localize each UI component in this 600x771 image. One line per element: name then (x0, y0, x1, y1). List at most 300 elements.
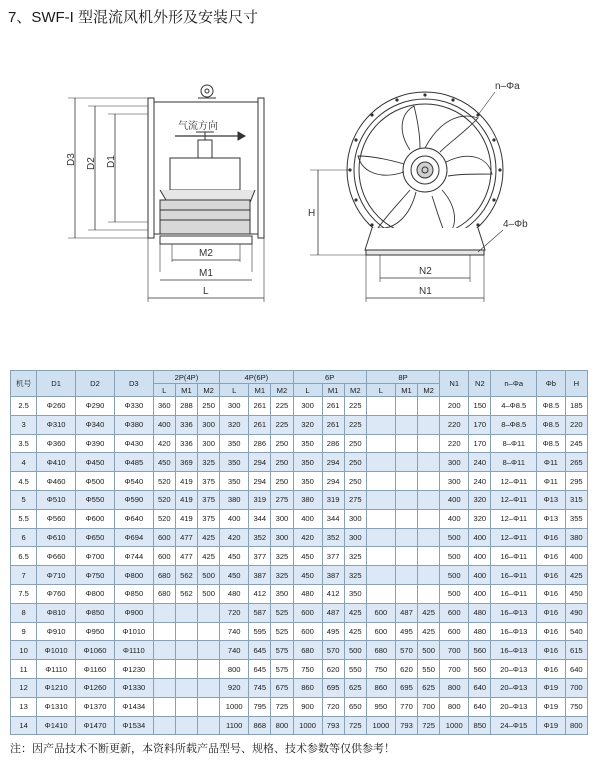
table-cell: Φ610 (37, 528, 76, 547)
table-cell: 770 (395, 697, 417, 716)
table-cell: 13 (11, 697, 37, 716)
table-cell: Φ810 (37, 603, 76, 622)
table-cell: Φ950 (76, 622, 115, 641)
table-cell: 562 (175, 566, 197, 585)
table-cell: Φ1534 (114, 716, 153, 735)
table-cell: 300 (198, 434, 220, 453)
table-cell: 695 (322, 678, 344, 697)
table-cell: 500 (418, 641, 440, 660)
table-cell: 500 (440, 566, 469, 585)
table-cell: 150 (469, 397, 491, 416)
table-cell: Φ450 (76, 453, 115, 472)
table-cell: Φ330 (114, 397, 153, 416)
table-row (11, 716, 588, 735)
dim-label-m2: M2 (199, 248, 213, 259)
table-cell: Φ16 (537, 566, 566, 585)
table-cell (198, 697, 220, 716)
table-cell: 740 (220, 622, 249, 641)
table-cell: Φ750 (76, 566, 115, 585)
header-group-4p: 4P(6P) (220, 371, 293, 384)
table-cell: Φ700 (76, 547, 115, 566)
table-cell: 336 (175, 434, 197, 453)
table-cell: 600 (153, 528, 175, 547)
table-cell: Φ310 (37, 415, 76, 434)
table-cell: 487 (395, 603, 417, 622)
table-cell: 400 (220, 509, 249, 528)
table-cell: 320 (469, 490, 491, 509)
table-cell: 16–Φ11 (491, 547, 537, 566)
table-cell: Φ16 (537, 603, 566, 622)
table-cell: 185 (565, 397, 587, 416)
table-cell: 600 (366, 603, 395, 622)
dim-label-d1: D1 (106, 155, 117, 168)
table-cell: 800 (220, 660, 249, 679)
table-cell: 300 (271, 528, 293, 547)
table-cell (198, 678, 220, 697)
table-cell (418, 415, 440, 434)
subheader-cell: L (366, 384, 395, 397)
table-cell: 12–Φ11 (491, 490, 537, 509)
table-cell: 1000 (293, 716, 322, 735)
subheader-cell: L (153, 384, 175, 397)
table-cell: 645 (249, 641, 271, 660)
subheader-cell: M2 (271, 384, 293, 397)
footnote: 注：因产品技术不断更新，本资料所载产品型号、规格、技术参数等仅供参考！ (10, 743, 395, 755)
table-cell: Φ16 (537, 528, 566, 547)
table-cell: Φ500 (76, 472, 115, 491)
table-cell: 419 (175, 472, 197, 491)
table-cell: 250 (344, 453, 366, 472)
table-cell: Φ1210 (37, 678, 76, 697)
table-cell: 725 (418, 716, 440, 735)
table-cell: 750 (565, 697, 587, 716)
table-cell: 740 (220, 641, 249, 660)
table-cell: 570 (322, 641, 344, 660)
table-cell: 1000 (220, 697, 249, 716)
table-cell: 344 (322, 509, 344, 528)
table-cell: 420 (220, 528, 249, 547)
table-cell: 620 (395, 660, 417, 679)
table-cell: 700 (418, 697, 440, 716)
table-cell (153, 697, 175, 716)
table-cell: 250 (271, 434, 293, 453)
table-cell: 352 (322, 528, 344, 547)
table-cell: 600 (293, 622, 322, 641)
table-cell: 5 (11, 490, 37, 509)
table-cell: 16–Φ11 (491, 566, 537, 585)
table-cell: 9 (11, 622, 37, 641)
table-cell: 495 (322, 622, 344, 641)
table-cell: 10 (11, 641, 37, 660)
table-cell: 325 (344, 547, 366, 566)
table-row (11, 528, 588, 547)
table-cell: 16–Φ13 (491, 622, 537, 641)
table-row (11, 453, 588, 472)
table-cell (395, 547, 417, 566)
table-cell (175, 678, 197, 697)
table-cell: 261 (322, 397, 344, 416)
table-cell: 220 (440, 434, 469, 453)
table-cell: 320 (469, 509, 491, 528)
table-cell: Φ900 (114, 603, 153, 622)
table-cell: 5.5 (11, 509, 37, 528)
table-cell (175, 622, 197, 641)
table-cell: 4 (11, 453, 37, 472)
header-phi-b: Φb (537, 371, 566, 397)
table-cell: 700 (440, 660, 469, 679)
table-cell: 562 (175, 584, 197, 603)
table-cell: Φ8.5 (537, 397, 566, 416)
table-row (11, 397, 588, 416)
table-cell: Φ11 (537, 453, 566, 472)
table-cell: 550 (344, 660, 366, 679)
table-cell: 245 (565, 434, 587, 453)
table-cell: 170 (469, 415, 491, 434)
table-cell: 570 (395, 641, 417, 660)
table-cell: 695 (395, 678, 417, 697)
table-cell: Φ16 (537, 547, 566, 566)
table-cell: 950 (366, 697, 395, 716)
table-cell: 375 (198, 490, 220, 509)
dim-label-4-phi-b: 4–Φb (503, 219, 528, 230)
table-cell: 550 (418, 660, 440, 679)
table-cell: 12 (11, 678, 37, 697)
header-group-2p: 2P(4P) (153, 371, 219, 384)
table-cell: Φ510 (37, 490, 76, 509)
table-cell: 8–Φ11 (491, 453, 537, 472)
table-cell (418, 453, 440, 472)
table-cell: 587 (249, 603, 271, 622)
table-cell: Φ744 (114, 547, 153, 566)
table-cell: Φ8.5 (537, 415, 566, 434)
table-cell: 400 (153, 415, 175, 434)
table-cell: 745 (249, 678, 271, 697)
table-cell (153, 622, 175, 641)
table-cell: 24–Φ15 (491, 716, 537, 735)
table-cell: 1000 (440, 716, 469, 735)
subheader-cell: M1 (395, 384, 417, 397)
table-cell: 520 (153, 509, 175, 528)
table-cell: 850 (469, 716, 491, 735)
table-cell: 225 (344, 415, 366, 434)
table-cell: 800 (565, 716, 587, 735)
table-cell: 450 (220, 566, 249, 585)
table-cell: 7.5 (11, 584, 37, 603)
table-cell: Φ1330 (114, 678, 153, 697)
table-cell (175, 660, 197, 679)
table-row (11, 641, 588, 660)
table-cell: Φ600 (76, 509, 115, 528)
table-cell: 450 (293, 566, 322, 585)
dim-label-l: L (203, 286, 209, 297)
table-row (11, 547, 588, 566)
table-cell: 225 (271, 415, 293, 434)
table-cell: 8–Φ11 (491, 434, 537, 453)
table-cell: 560 (469, 660, 491, 679)
table-cell: 350 (220, 472, 249, 491)
table-cell: 500 (440, 528, 469, 547)
table-cell: Φ590 (114, 490, 153, 509)
table-cell (395, 566, 417, 585)
table-cell: 350 (271, 584, 293, 603)
table-cell: 420 (293, 528, 322, 547)
table-cell: 380 (293, 490, 322, 509)
table-cell: 350 (293, 472, 322, 491)
table-cell: 377 (249, 547, 271, 566)
table-cell (366, 434, 395, 453)
table-cell: 300 (293, 397, 322, 416)
table-cell: Φ19 (537, 678, 566, 697)
table-cell: 220 (565, 415, 587, 434)
table-cell: 3 (11, 415, 37, 434)
table-cell: 700 (565, 678, 587, 697)
table-cell: 920 (220, 678, 249, 697)
table-cell (418, 584, 440, 603)
table-row (11, 660, 588, 679)
table-cell: Φ8.5 (537, 434, 566, 453)
table-cell: 225 (344, 397, 366, 416)
dim-label-n-phi-a: n–Φa (495, 81, 520, 92)
table-cell: Φ1110 (37, 660, 76, 679)
table-cell: 725 (344, 716, 366, 735)
table-row (11, 697, 588, 716)
dim-label-d2: D2 (86, 157, 97, 170)
header-group-6p: 6P (293, 371, 366, 384)
table-cell (395, 472, 417, 491)
table-cell: Φ13 (537, 490, 566, 509)
table-cell: Φ16 (537, 660, 566, 679)
table-cell (366, 566, 395, 585)
table-cell (198, 716, 220, 735)
table-cell: Φ390 (76, 434, 115, 453)
table-cell (395, 509, 417, 528)
table-cell: 800 (440, 678, 469, 697)
table-cell: Φ1410 (37, 716, 76, 735)
table-row (11, 622, 588, 641)
table-cell: 350 (220, 434, 249, 453)
table-cell: 620 (322, 660, 344, 679)
table-body (11, 397, 588, 735)
table-cell: 16–Φ11 (491, 584, 537, 603)
table-cell: 225 (271, 397, 293, 416)
table-cell: 250 (271, 453, 293, 472)
table-cell: 4.5 (11, 472, 37, 491)
table-cell (366, 472, 395, 491)
table-cell (175, 716, 197, 735)
table-cell: 793 (322, 716, 344, 735)
table-row (11, 434, 588, 453)
table-cell: Φ910 (37, 622, 76, 641)
table-cell: 380 (220, 490, 249, 509)
table-cell: 1100 (220, 716, 249, 735)
table-cell: 320 (220, 415, 249, 434)
table-cell: 325 (344, 566, 366, 585)
table-cell: 275 (344, 490, 366, 509)
table-cell: 300 (344, 509, 366, 528)
table-cell: 640 (469, 678, 491, 697)
table-cell: 560 (469, 641, 491, 660)
table-cell: 387 (322, 566, 344, 585)
table-cell: 720 (322, 697, 344, 716)
table-cell: 325 (198, 453, 220, 472)
table-cell (418, 547, 440, 566)
table-cell: 200 (440, 397, 469, 416)
table-cell (418, 566, 440, 585)
table-cell: Φ850 (114, 584, 153, 603)
table-row (11, 490, 588, 509)
table-cell: Φ1230 (114, 660, 153, 679)
table-cell: 261 (249, 397, 271, 416)
table-cell: 600 (153, 547, 175, 566)
airflow-label: 气流方向 (178, 121, 218, 132)
table-cell: 419 (175, 509, 197, 528)
table-cell: 480 (469, 603, 491, 622)
table-cell: 352 (249, 528, 271, 547)
table-cell: 375 (198, 509, 220, 528)
table-cell (395, 434, 417, 453)
table-cell: 900 (293, 697, 322, 716)
table-cell (198, 622, 220, 641)
table-cell: Φ13 (537, 509, 566, 528)
table-cell (366, 528, 395, 547)
table-cell: Φ760 (37, 584, 76, 603)
table-cell (153, 660, 175, 679)
table-cell: 868 (249, 716, 271, 735)
table-cell (418, 434, 440, 453)
table-cell: 294 (322, 472, 344, 491)
table-cell: 400 (469, 584, 491, 603)
table-cell (418, 509, 440, 528)
table-cell: Φ660 (37, 547, 76, 566)
table-cell: 425 (198, 528, 220, 547)
table-row (11, 603, 588, 622)
table-cell: 240 (469, 472, 491, 491)
table-cell: 294 (322, 453, 344, 472)
table-cell: Φ1160 (76, 660, 115, 679)
table-cell: 387 (249, 566, 271, 585)
subheader-cell: M1 (249, 384, 271, 397)
table-cell: 480 (293, 584, 322, 603)
table-cell: 525 (271, 622, 293, 641)
table-cell: Φ1060 (76, 641, 115, 660)
dimension-table (10, 370, 588, 735)
table-cell: 750 (293, 660, 322, 679)
table-cell: Φ16 (537, 584, 566, 603)
table-cell: Φ1370 (76, 697, 115, 716)
table-cell: 860 (293, 678, 322, 697)
table-cell: 344 (249, 509, 271, 528)
table-cell: Φ1470 (76, 716, 115, 735)
table-cell: 595 (249, 622, 271, 641)
table-cell: 500 (440, 584, 469, 603)
table-cell (395, 453, 417, 472)
header-model: 机号 (11, 371, 37, 397)
dim-label-m1: M1 (199, 268, 213, 279)
table-cell: 400 (440, 509, 469, 528)
subheader-cell: L (220, 384, 249, 397)
table-cell: 300 (198, 415, 220, 434)
table-cell: Φ380 (114, 415, 153, 434)
table-cell: 800 (440, 697, 469, 716)
header-h: H (565, 371, 587, 397)
table-cell (153, 678, 175, 697)
table-cell (366, 453, 395, 472)
table-cell: 325 (271, 547, 293, 566)
table-cell: 625 (344, 678, 366, 697)
table-cell (366, 397, 395, 416)
table-cell (198, 641, 220, 660)
table-cell: 480 (469, 622, 491, 641)
table-cell: 288 (175, 397, 197, 416)
table-cell: 450 (220, 547, 249, 566)
table-cell: 170 (469, 434, 491, 453)
table-row (11, 472, 588, 491)
table-cell (153, 641, 175, 660)
table-cell (395, 584, 417, 603)
table-cell: 425 (198, 547, 220, 566)
table-cell: 490 (565, 603, 587, 622)
table-cell: 315 (565, 490, 587, 509)
table-cell: 250 (344, 472, 366, 491)
header-d3: D3 (114, 371, 153, 397)
table-cell: 295 (565, 472, 587, 491)
table-cell: 680 (293, 641, 322, 660)
table-cell: 400 (469, 547, 491, 566)
table-cell: 650 (344, 697, 366, 716)
table-cell (153, 603, 175, 622)
header-d2: D2 (76, 371, 115, 397)
table-cell: 600 (440, 622, 469, 641)
table-cell (153, 716, 175, 735)
table-cell (418, 397, 440, 416)
table-cell: 300 (344, 528, 366, 547)
table-cell: 350 (293, 453, 322, 472)
table-cell: 500 (344, 641, 366, 660)
table-cell: 680 (153, 566, 175, 585)
subheader-cell: M2 (344, 384, 366, 397)
table-cell: 412 (322, 584, 344, 603)
table-cell: 795 (249, 697, 271, 716)
table-cell: 600 (440, 603, 469, 622)
table-cell: 600 (293, 603, 322, 622)
table-cell: Φ410 (37, 453, 76, 472)
table-cell: 575 (271, 660, 293, 679)
table-cell: Φ694 (114, 528, 153, 547)
table-cell: 725 (271, 697, 293, 716)
table-cell: 640 (565, 660, 587, 679)
table-cell (395, 528, 417, 547)
front-view-drawing (310, 92, 503, 302)
table-cell: Φ11 (537, 472, 566, 491)
table-cell: 645 (249, 660, 271, 679)
table-cell: 500 (440, 547, 469, 566)
table-cell (366, 490, 395, 509)
table-cell: 286 (249, 434, 271, 453)
table-cell: 750 (366, 660, 395, 679)
table-cell: 6 (11, 528, 37, 547)
table-cell: 400 (440, 490, 469, 509)
table-cell (395, 490, 417, 509)
table-cell: 20–Φ13 (491, 660, 537, 679)
table-cell: 360 (153, 397, 175, 416)
dim-label-d3: D3 (66, 153, 77, 166)
table-cell: 450 (293, 547, 322, 566)
table-cell: Φ640 (114, 509, 153, 528)
table-cell: 480 (220, 584, 249, 603)
table-cell (418, 490, 440, 509)
table-cell: 319 (249, 490, 271, 509)
table-cell: Φ850 (76, 603, 115, 622)
